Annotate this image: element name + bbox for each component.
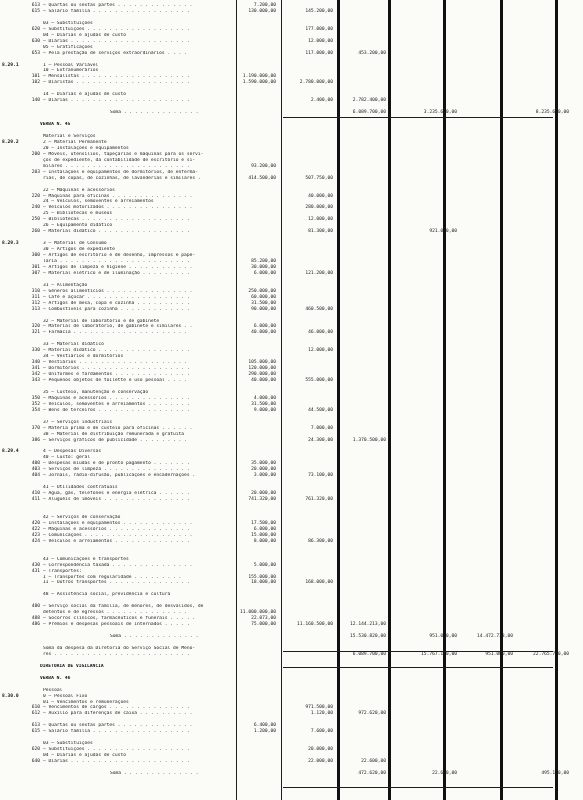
item-description: 43 — Comunicações e transportes	[43, 556, 129, 562]
amount-partial: 11.000.000,00	[240, 610, 276, 616]
item-description: — Aluguéis de imóveis . . . . . . . . . . . . . . . .	[43, 497, 190, 503]
amount-partial: 4.000,00	[253, 395, 276, 401]
amount-total: 6.089.700,00	[352, 651, 386, 657]
item-description: 2 — Material Permanente	[43, 139, 107, 145]
amount-partial: 120.000,00	[248, 366, 276, 372]
item-description: 01 — Vencimentos e remunerações	[43, 699, 129, 705]
item-description: — Artigos de mesa, copa e cozinha . . . . . . . . . .	[43, 300, 190, 306]
amount-subtotal: 761.320,00	[305, 497, 333, 503]
item-code: 250	[31, 217, 40, 223]
item-code: 480	[31, 604, 40, 610]
item-description: — Mensalistas . . . . . . . . . . . . . . . . . . . .	[43, 74, 190, 80]
item-description: Soma . . . . . . . . . . . . . .	[110, 770, 199, 776]
item-code: 420	[31, 520, 40, 526]
amount-total: 6.089.700,00	[352, 110, 386, 116]
item-code: 615	[31, 729, 40, 735]
item-description: — Quartas ou sextas partes . . . . . . . . . . . . . .	[43, 723, 193, 729]
item-description: 48 — Assistência social, previdência e cultura	[43, 592, 171, 598]
item-description: — Transportes:	[43, 568, 82, 574]
item-description: — Prêmios e despesas pessoais de internados . . . . .	[43, 622, 190, 628]
section-code: 8.29.3	[2, 241, 19, 247]
amount-partial: 40.000,00	[251, 330, 276, 336]
amount-partial: 90.000,00	[251, 306, 276, 312]
item-code: 612	[31, 711, 40, 717]
item-code: 431	[31, 568, 40, 574]
item-description: 10 — Extranumerários	[43, 68, 99, 74]
item-description: — Vestiários . . . . . . . . . . . . . . . . . . . .	[43, 360, 187, 366]
section-code: 8.29.4	[2, 449, 19, 455]
item-code: 220	[31, 193, 40, 199]
amount-column-4: 15.767.110,00	[421, 651, 457, 657]
amount-subtotal: 86.300,00	[308, 538, 333, 544]
item-description: — Veículos, semoventes e arreiamentos . . . . . . . .	[43, 401, 190, 407]
amount-partial: 6.000,00	[253, 270, 276, 276]
item-code: 350	[31, 395, 40, 401]
item-description: 31 — Alimentação	[43, 282, 88, 288]
amount-total: 972.620,00	[358, 711, 386, 717]
item-description: — Substituições . . . . . . . . . . . . . . . . . . .	[43, 747, 190, 753]
item-description: — Serviços de limpeza . . . . . . . . . . . . . . . .	[43, 467, 190, 473]
item-code: 313	[31, 306, 40, 312]
item-code: 203	[31, 169, 40, 175]
amount-partial: 6.000,00	[253, 526, 276, 532]
amount-column-4: 921.000,00	[429, 229, 457, 235]
item-description: rias, de copas, de cozinhas, de lavanderias e similares .	[43, 175, 201, 181]
item-description: — Combustíveis para cozinha . . . . . . . . . . . . .	[43, 306, 190, 312]
item-code: 240	[31, 205, 40, 211]
item-description: Soma da despesa da Diretoria do Serviço Social de Meno-	[43, 645, 196, 651]
item-description: — Serviço social da família, de menores, de desvalidos, de	[43, 604, 204, 610]
item-description: — Pequenos objetos de toilette e uso pessoal . . . .	[43, 378, 187, 384]
item-description: 26 — Equipamento didático	[43, 223, 113, 229]
item-description: detentos e de egressos . . . . . . . . . . . . . . .	[43, 610, 187, 616]
item-code: 404	[31, 473, 40, 479]
item-code: 430	[31, 562, 40, 568]
item-description: Soma . . . . . . . . . . . . . .	[110, 634, 199, 640]
item-code: 354	[31, 407, 40, 413]
amount-subtotal: 507.750,00	[305, 175, 333, 181]
item-description: 38 — Material de distribuição remunerada e gratuita	[43, 431, 185, 437]
amount-partial: 40.000,00	[251, 378, 276, 384]
amount-partial: 7.200,00	[253, 3, 276, 8]
item-description: 41 — Utilidades contratuais	[43, 485, 118, 491]
item-code: 640	[31, 759, 40, 765]
amount-subtotal: 81.300,00	[308, 229, 333, 235]
item-description: — Quartas ou sextas partes . . . . . . . . . . . . . .	[43, 3, 193, 8]
item-description: 20 — Instalações e equipamentos	[43, 145, 129, 151]
amount-partial: 155.000,00	[248, 574, 276, 580]
item-code: 311	[31, 294, 40, 300]
item-description: — Artigos de limpeza e higiene . . . . . . . . . . . .	[43, 264, 193, 270]
item-description: — Material de laboratório, de gabinete e similares . .	[43, 324, 193, 330]
item-description: — Vencimentos de cargos . . . . . . . . . . . . . . .	[43, 705, 190, 711]
amount-total: 472.620,00	[358, 770, 386, 776]
amount-subtotal: 12.000,00	[308, 38, 333, 44]
section-code: 8.30.0	[2, 693, 19, 699]
item-description: — Salário família . . . . . . . . . . . . . . . . . .	[43, 729, 190, 735]
item-description: — Material didático . . . . . . . . . . . . . . . . .	[43, 348, 190, 354]
amount-partial: 20.000,00	[251, 491, 276, 497]
item-code: 620	[31, 747, 40, 753]
amount-total: 22.600,00	[361, 759, 386, 765]
item-description: — Café e açúcar . . . . . . . . . . . . . . . . . . .	[43, 294, 190, 300]
item-code: 102	[31, 80, 40, 86]
item-description: 33 — Material didático	[43, 342, 104, 348]
amount-column-4: 22.600,00	[432, 770, 457, 776]
item-code: 486	[31, 622, 40, 628]
amount-partial: 290.000,00	[248, 372, 276, 378]
item-code: 630	[31, 38, 40, 44]
item-description: — Pela prestação de serviços extraordinários . . . .	[43, 50, 187, 56]
amount-partial: 22.073,00	[251, 616, 276, 622]
item-description: — Artigos de escritório e de desenho, impressos e pape-	[43, 253, 196, 259]
item-description: VERBA N. 46	[40, 675, 71, 681]
amount-subtotal: 46.000,00	[308, 330, 333, 336]
item-description: 03 — Substituições	[43, 20, 93, 26]
amount-subtotal: 7.600,00	[310, 729, 333, 735]
amount-partial: 35.000,00	[251, 461, 276, 467]
amount-partial: 130.000,00	[248, 8, 276, 14]
item-description: 42 — Serviços de conservação	[43, 514, 121, 520]
item-description: — Material didático . . . . . . . . . . . . . . . . .	[43, 229, 190, 235]
item-description: — Instalações e equipamentos . . . . . . . . . . . . .	[43, 520, 193, 526]
amount-column-5: 14.472.733,00	[477, 634, 513, 640]
item-description: — Bens de terceiros . . . . . . . . . . . . . . . . .	[43, 407, 190, 413]
amount-subtotal: 12.000,00	[308, 348, 333, 354]
amount-subtotal: 177.000,00	[305, 26, 333, 32]
item-description: — Socorros clínicos, farmacêuticos e funerais . . . . .	[43, 616, 196, 622]
amount-partial: 5.000,00	[253, 562, 276, 568]
section-code: 8.29.2	[2, 139, 19, 145]
item-code: 307	[31, 270, 40, 276]
item-description: VERBA N. 45	[40, 122, 71, 128]
item-code: 343	[31, 378, 40, 384]
item-code: 424	[31, 538, 40, 544]
item-description: milares . . . . . . . . . . . . . . . . . . . . . . .	[43, 163, 190, 169]
item-description: 14 — Diárias e ajudas de custo	[43, 92, 126, 98]
item-description: — Diaristas . . . . . . . . . . . . . . . . . . . . .	[43, 80, 190, 86]
amount-partial: 6.000,00	[253, 324, 276, 330]
item-description: — Matéria prima e de custeio para oficinas . . . . . .	[43, 425, 193, 431]
item-description: — Dormitórios . . . . . . . . . . . . . . . . . . . .	[43, 366, 190, 372]
amount-subtotal: 555.000,00	[305, 378, 333, 384]
item-code: 411	[31, 497, 40, 503]
amount-subtotal: 20.000,00	[308, 747, 333, 753]
item-description: Pessoal	[43, 687, 63, 693]
item-description: 05 — Gratificações	[43, 44, 93, 50]
item-code: 321	[31, 330, 40, 336]
item-description: 03 — Substituições	[43, 741, 93, 747]
amount-total: 15.530.820,00	[350, 634, 386, 640]
amount-subtotal: 460.500,00	[305, 306, 333, 312]
item-description: — Diárias . . . . . . . . . . . . . . . . . . . . . .	[43, 759, 190, 765]
amount-subtotal: 1.120,00	[310, 711, 333, 717]
item-code: 342	[31, 372, 40, 378]
item-code: 610	[31, 705, 40, 711]
item-description: — Instalações e equipamentos de dormitórios, de enferma-	[43, 169, 198, 175]
total-rule	[283, 787, 553, 788]
amount-partial: 75.000,00	[251, 622, 276, 628]
item-code: 613	[31, 3, 40, 8]
item-code: 613	[31, 723, 40, 729]
item-description: — Água, gás, telefones e energia elétrica . . . . . .	[43, 491, 190, 497]
amount-partial: 1.590.000,00	[242, 80, 276, 86]
amount-subtotal: 11.160.500,00	[297, 622, 333, 628]
item-description: — Jornais, rádio-difusão, publicações e encadernações .	[43, 473, 196, 479]
amount-partial: 6.400,00	[253, 723, 276, 729]
item-description: — Veículos motorizados . . . . . . . . . . . . . . . .	[43, 205, 193, 211]
item-description: — Móveis, utensílios, tapeçarias e máquinas para os servi-	[43, 151, 204, 157]
amount-partial: 9.000,00	[253, 407, 276, 413]
amount-subtotal: 971.500,00	[305, 705, 333, 711]
item-description: 37 — Serviços industriais	[43, 419, 113, 425]
amount-partial: 31.500,00	[251, 300, 276, 306]
item-description: — Comunicações . . . . . . . . . . . . . . . . . . . .	[43, 532, 193, 538]
amount-column-4: 951.000,00	[429, 634, 457, 640]
amount-partial: 15.000,00	[251, 532, 276, 538]
item-description: — Correspondência taxada . . . . . . . . . . . . . . .	[43, 562, 193, 568]
item-description: I — Transportes com regularidade . . . . . . . . .	[43, 574, 182, 580]
amount-total: 1.370.500,00	[352, 437, 386, 443]
amount-subtotal: 117.000,00	[305, 50, 333, 56]
amount-subtotal: 121.200,00	[305, 270, 333, 276]
item-code: 620	[31, 26, 40, 32]
item-code: 140	[31, 98, 40, 104]
amount-partial: 3.000,00	[253, 473, 276, 479]
item-description: res . . . . . . . . . . . . . . . . . . . . . . . . .	[43, 651, 190, 657]
item-code: 340	[31, 360, 40, 366]
budget-table	[0, 3, 583, 777]
section-code: 8.29.1	[2, 62, 19, 68]
amount-partial: 85.200,00	[251, 258, 276, 264]
amount-column-4: 3.235.600,00	[423, 110, 457, 116]
amount-subtotal: 24.300,00	[308, 437, 333, 443]
item-description: 25 — Bibliotecas e museus	[43, 211, 113, 217]
item-description: laria . . . . . . . . . . . . . . . . . . . . . . . .	[43, 258, 190, 264]
item-description: — Veículos e arreiamentos . . . . . . . . . . . . . .	[43, 538, 190, 544]
amount-partial: 30.000,00	[251, 264, 276, 270]
amount-column-5: 951.000,00	[485, 651, 513, 657]
item-code: 386	[31, 437, 40, 443]
item-description: 0 — Pessoal Fixo	[43, 693, 88, 699]
amount-subtotal: 280.000,00	[305, 205, 333, 211]
item-description: 24 — Veículos, semoventes e arreiamentos	[43, 199, 154, 205]
amount-partial: 1.200,00	[253, 729, 276, 735]
item-description: 3 — Material de Consumo	[43, 241, 107, 247]
item-description: DIRETORIA DE VIGILÂNCIA	[40, 663, 104, 669]
item-description: — Serviços gráficos de publicidade . . . . . . . . .	[43, 437, 187, 443]
amount-total: 2.782.400,00	[352, 98, 386, 104]
item-code: 400	[31, 461, 40, 467]
amount-subtotal: 7.000,00	[310, 425, 333, 431]
amount-partial: 60.000,00	[251, 294, 276, 300]
item-description: ços de expediente, da contabilidade de escritório e si-	[43, 157, 196, 163]
item-description: — Bibliotecas . . . . . . . . . . . . . . . . . . . .	[43, 217, 190, 223]
amount-partial: 8.000,00	[253, 538, 276, 544]
item-code: 260	[31, 229, 40, 235]
item-description: 1 — Pessoal Variável	[43, 62, 99, 68]
amount-partial: 93.200,00	[251, 163, 276, 169]
item-code: 615	[31, 8, 40, 14]
item-code: 341	[31, 366, 40, 372]
amount-subtotal: 168.000,00	[305, 580, 333, 586]
item-code: 370	[31, 425, 40, 431]
item-description: — Diárias . . . . . . . . . . . . . . . . . . . . . .	[43, 38, 190, 44]
amount-column-6: 495.120,00	[541, 770, 569, 776]
item-code: 352	[31, 401, 40, 407]
amount-column-6: 8.235.600,00	[535, 110, 569, 116]
item-description: — Despesas miúdas e de pronto pagamento . . . . . . .	[43, 461, 190, 467]
table-row	[0, 771, 583, 777]
item-code: 300	[31, 253, 40, 259]
item-description: — Máquinas e acessórios . . . . . . . . . . . . . . .	[43, 395, 190, 401]
amount-partial: 250.000,00	[248, 288, 276, 294]
item-code: 653	[31, 50, 40, 56]
item-description: 04 — Diárias e ajudas de custo	[43, 32, 126, 38]
item-description: 22 — Máquinas e acessórios	[43, 187, 115, 193]
item-description: — Máquinas para oficinas . . . . . . . . . . . . . . .	[43, 193, 193, 199]
item-description: 30 — Artigos de expediente	[43, 247, 115, 253]
item-code: 312	[31, 300, 40, 306]
item-description: — Substituições . . . . . . . . . . . . . . . . . . .	[43, 26, 190, 32]
amount-subtotal: 22.000,00	[308, 759, 333, 765]
item-description: — Salário família . . . . . . . . . . . . . . . . . .	[43, 8, 190, 14]
amount-partial: 17.500,00	[251, 520, 276, 526]
item-description: 4 — Despesas Diversas	[43, 449, 102, 455]
item-description: — Material elétrico e de iluminação . . . . . . . . .	[43, 270, 190, 276]
item-description: Material e Serviços	[43, 133, 96, 139]
item-description: — Farmácia . . . . . . . . . . . . . . . . . . . . .	[43, 330, 187, 336]
amount-subtotal: 44.500,00	[308, 407, 333, 413]
item-description: — Uniformes e fardamentos . . . . . . . . . . . . . .	[43, 372, 190, 378]
amount-subtotal: 145.200,00	[305, 8, 333, 14]
item-code: 301	[31, 264, 40, 270]
amount-partial: 1.190.000,00	[242, 74, 276, 80]
amount-partial: 741.320,00	[248, 497, 276, 503]
item-description: — Diárias . . . . . . . . . . . . . . . . . . . . . .	[43, 98, 190, 104]
amount-total: 12.144.213,00	[350, 622, 386, 628]
amount-subtotal: 12.000,00	[308, 217, 333, 223]
item-code: 410	[31, 491, 40, 497]
item-code: 320	[31, 324, 40, 330]
item-code: 310	[31, 288, 40, 294]
item-code: 403	[31, 467, 40, 473]
item-description: 32 — Material de laboratório e de gabinete	[43, 318, 160, 324]
amount-partial: 31.500,00	[251, 401, 276, 407]
item-code: 422	[31, 526, 40, 532]
item-description: — Máquinas e acessórios . . . . . . . . . . . . . . .	[43, 526, 190, 532]
item-description: II — Outros transportes . . . . . . . . . . . . . . .	[43, 580, 190, 586]
item-code: 488	[31, 616, 40, 622]
amount-total: 453.200,00	[358, 50, 386, 56]
item-code: 200	[31, 151, 40, 157]
item-code: 330	[31, 348, 40, 354]
amount-partial: 414.500,00	[248, 175, 276, 181]
amount-column-6: 22.765.730,00	[533, 651, 569, 657]
amount-subtotal: 40.000,00	[308, 193, 333, 199]
amount-subtotal: 2.400,00	[310, 98, 333, 104]
amount-subtotal: 73.100,00	[308, 473, 333, 479]
amount-subtotal: 2.780.000,00	[299, 80, 333, 86]
amount-partial: 105.000,00	[248, 360, 276, 366]
item-description: 04 — Diárias e ajudas de custo	[43, 753, 126, 759]
item-description: Soma . . . . . . . . . . . . . .	[110, 110, 199, 116]
amount-partial: 20.000,00	[251, 467, 276, 473]
amount-partial: 18.000,00	[251, 580, 276, 586]
item-description: — Gêneros alimentícios . . . . . . . . . . . . . . . .	[43, 288, 193, 294]
item-code: 101	[31, 74, 40, 80]
item-description: 35 — Custeio, manutenção e conservação	[43, 389, 149, 395]
item-description: — Auxílio para diferenças de caixa . . . . . . . . . .	[43, 711, 193, 717]
item-description: 34 — Vestiários e dormitórios	[43, 354, 124, 360]
item-code: 423	[31, 532, 40, 538]
item-description: 40 — Custo: geral	[43, 455, 91, 461]
